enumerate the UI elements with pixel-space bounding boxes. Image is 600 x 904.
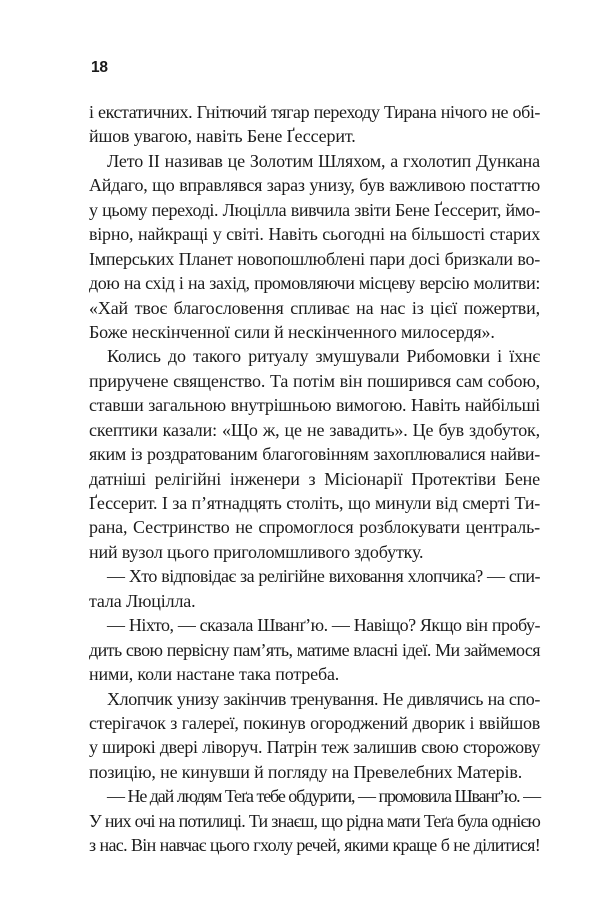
text-line: у широкі двері ліворуч. Патрін теж залишив свою сторожову (89, 737, 540, 758)
text-line: дить свою первісну пам’ять, матиме власні ідеї. Ми займемося (89, 639, 540, 660)
text-line: — Хто відповідає за релігійне виховання хлопчика? — спи- (107, 566, 540, 587)
text-line: ними, коли настане така потреба. (89, 664, 340, 685)
text-line: позицію, не кинувши й погляду на Превелебних Матерів. (89, 761, 523, 782)
text-line: стерігачок з галереї, покинув огороджений дворик і ввійшов (89, 712, 540, 733)
text-line: ставши загальною внутрішньою вимогою. Навіть найбільші (89, 395, 540, 416)
text-line: з нас. Він навчає цього гхолу речей, якими краще б не ділитися! (89, 835, 540, 856)
text-line: у цьому переході. Люцілла вивчила звіти Бене Ґессерит, ймо- (89, 199, 540, 220)
text-line: — Не дай людям Теґа тебе обдурити, — промовила Шванґ’ю. — (107, 786, 540, 807)
text-line: скептики казали: «Що ж, це не завадить». Це був здобуток, (89, 419, 540, 440)
text-line: Ґессерит. І за п’ятнадцять століть, що минули від смерті Ти- (89, 493, 540, 513)
text-line: дою на схід і на захід, промовляючи місцеву версію молитви: (89, 273, 540, 294)
text-line: тала Люцілла. (89, 590, 196, 611)
text-line: Імперських Планет новопошлюблені пари досі бризкали во- (89, 248, 540, 269)
page-number: 18 (91, 59, 108, 76)
text-line: датніші релігійні інженери з Місіонарії Протектіви Бене (89, 468, 540, 489)
text-line: Айдаго, що вправлявся зараз унизу, був важливою постаттю (89, 175, 540, 196)
text-line: і екстатичних. Гнітючий тягар переходу Тирана нічого не обі- (89, 102, 540, 122)
text-line: ний вузол цього приголомшливого здобутку. (89, 541, 424, 562)
text-line: приручене священство. Та потім він поширився сам собою, (89, 370, 540, 391)
text-line: рана, Сестринство не спромоглося розблокувати централь- (89, 517, 540, 538)
text-line: Колись до такого ритуалу змушували Рибомовки і їхнє (107, 346, 540, 367)
text-line: «Хай твоє благословення спливає на нас із цієї пожертви, (89, 297, 540, 318)
text-line: Боже нескінченної сили й нескінченного милосердя». (89, 321, 495, 342)
text-line: вірно, найкращі у світі. Навіть сьогодні на більшості старих (89, 224, 540, 245)
text-line: — Ніхто, — сказала Шванґ’ю. — Навіщо? Якщо він пробу- (107, 615, 540, 636)
text-line: Хлопчик унизу закінчив тренування. Не дивлячись на спо- (107, 688, 540, 709)
text-line: яким із роздратованим благоговінням захоплювалися найви- (89, 444, 540, 465)
text-line: Лето II називав це Золотим Шляхом, а гхолотип Дункана (107, 150, 540, 171)
text-line: йшов увагою, навіть Бене Ґессерит. (89, 126, 356, 147)
text-line: У них очі на потилиці. Ти знаєш, що рідна мати Теґа була однією (89, 810, 540, 831)
body-text (89, 100, 540, 858)
